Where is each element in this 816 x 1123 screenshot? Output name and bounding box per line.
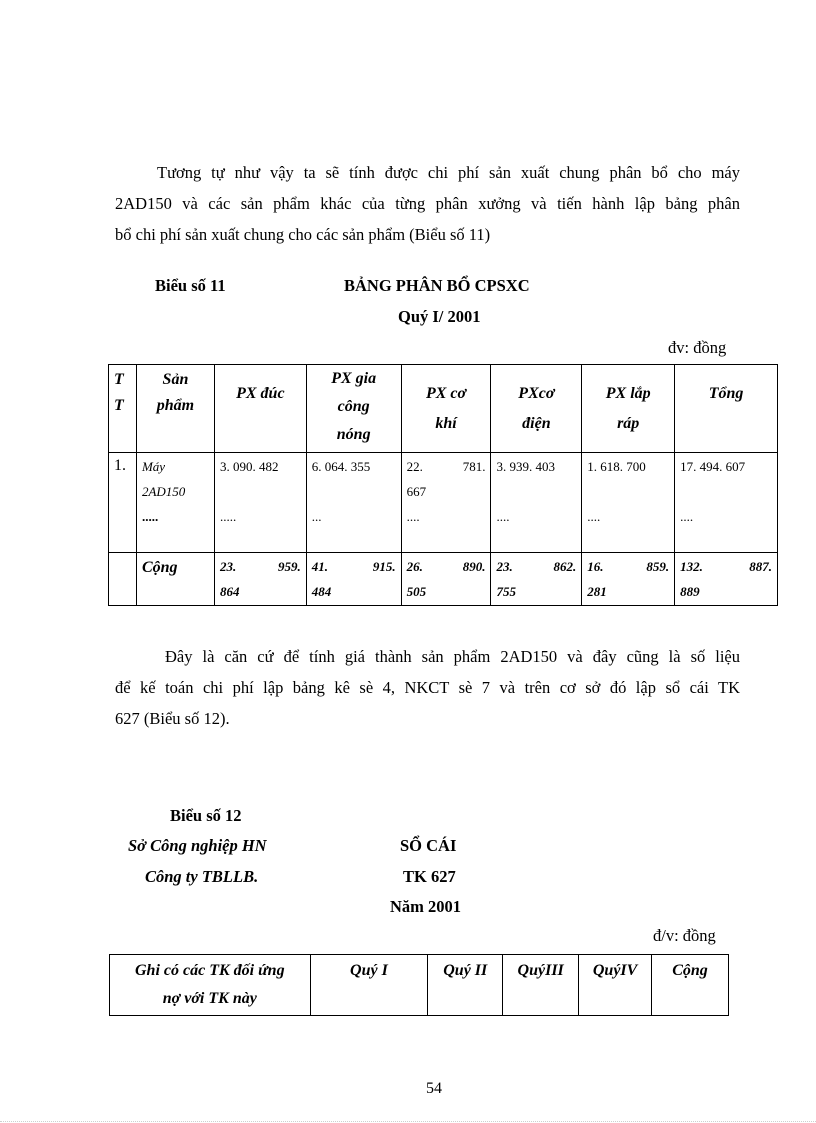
total-px-lap-rap	[582, 553, 675, 606]
row1-px-co-khi-dots: ....	[406, 509, 420, 524]
total-px-co-dien-c: 755	[496, 584, 516, 599]
total-px-co-dien-a: 23.	[496, 559, 513, 574]
row1-px-duc	[214, 453, 306, 553]
row1-px-co-khi	[401, 453, 491, 553]
ledger-col-q3-header: QuýIII	[503, 955, 579, 1016]
row1-px-duc-value: 3. 090. 482	[219, 459, 279, 474]
table-row	[109, 453, 778, 553]
row1-px-gia-cong	[306, 453, 401, 553]
middle-paragraph	[115, 641, 740, 734]
ledger-header-row	[110, 955, 729, 1016]
total-px-gia-cong-b: 915.	[372, 559, 396, 574]
total-px-co-khi-a: 26.	[406, 559, 423, 574]
total-px-co-khi	[401, 553, 491, 606]
ledger-col-accounts-header	[110, 955, 311, 1016]
ledger-unit: đ/v: đồng	[653, 926, 716, 945]
ledger-title: SỔ CÁI	[400, 836, 457, 855]
row1-tong	[675, 453, 778, 553]
total-px-co-dien	[491, 553, 582, 606]
col-tt-header: T T	[109, 365, 137, 453]
middle-line-1: Đây là căn cứ để tính giá thành sản phẩm 2AD150 và đây cũng là số liệu	[165, 647, 740, 666]
page-number: 54	[426, 1080, 442, 1097]
total-tong-b: 887.	[749, 559, 772, 574]
col-px-co-khi-header: PX cơ khí	[401, 365, 491, 453]
total-px-co-khi-b: 890.	[462, 559, 486, 574]
row1-px-co-dien-value: 3. 939. 403	[496, 459, 555, 474]
intro-line-2: 2AD150 và các sản phẩm khác của từng phân xưởng và tiến hành lập bảng phân	[115, 194, 740, 213]
ledger-col-accounts-line1: Ghi có các TK đối ứng	[134, 962, 285, 979]
row1-product	[136, 453, 214, 553]
total-label: Cộng	[136, 553, 214, 606]
total-px-co-dien-b: 862.	[553, 559, 577, 574]
col-px-gia-cong-header: PX gia công nóng	[306, 365, 401, 453]
total-tt	[109, 553, 137, 606]
row1-tong-value: 17. 494. 607	[680, 459, 746, 474]
ledger-year: Năm 2001	[390, 897, 462, 916]
total-tong-a: 132.	[680, 559, 703, 574]
ledger-org-1: Sở Công nghiệp HN	[128, 836, 267, 855]
total-tong	[675, 553, 778, 606]
row1-px-co-dien-dots: ....	[496, 509, 510, 524]
total-px-lap-rap-c: 281	[587, 584, 607, 599]
row1-px-gia-cong-dots: ...	[311, 509, 322, 524]
ledger-label: Biểu số 12	[170, 806, 242, 825]
row1-product-name: Máy 2AD150	[141, 459, 186, 499]
ledger-col-accounts-line2: nợ với TK này	[162, 990, 257, 1007]
row1-px-lap-rap-value: 1. 618. 700	[587, 459, 646, 474]
table11-unit: đv: đồng	[668, 338, 727, 357]
allocation-table	[108, 364, 778, 606]
ledger-org-2: Công ty TBLLB.	[145, 867, 259, 886]
row1-tt: 1.	[109, 453, 137, 553]
ledger-col-q4-header: QuýIV	[579, 955, 652, 1016]
row1-px-lap-rap-dots: ....	[587, 509, 601, 524]
total-px-lap-rap-a: 16.	[587, 559, 604, 574]
row1-px-gia-cong-value: 6. 064. 355	[311, 459, 371, 474]
total-px-duc-a: 23.	[219, 559, 237, 574]
table11-label: Biểu số 11	[155, 276, 226, 295]
ledger-col-total-header: Cộng	[652, 955, 729, 1016]
col-px-lap-rap-header: PX lắp ráp	[582, 365, 675, 453]
row1-px-duc-dots: .....	[219, 509, 237, 524]
total-px-duc-b: 959.	[278, 559, 301, 574]
col-product-header: Sản phẩm	[136, 365, 214, 453]
total-px-duc	[214, 553, 306, 606]
total-px-gia-cong-a: 41.	[311, 559, 328, 574]
intro-paragraph	[115, 157, 740, 250]
col-px-co-dien-header: PXcơ điện	[491, 365, 582, 453]
footer-divider	[0, 1121, 816, 1122]
total-px-duc-c: 864	[219, 584, 240, 599]
total-px-gia-cong	[306, 553, 401, 606]
table11-title: BẢNG PHÂN BỔ CPSXC	[344, 276, 530, 295]
ledger-table	[109, 954, 729, 1016]
middle-line-3: 627 (Biểu số 12).	[115, 709, 230, 728]
row1-product-dots: .....	[141, 509, 159, 524]
middle-line-2: để kế toán chi phí lập bảng kê sè 4, NKCT sè 7 và trên cơ sở đó lập sổ cái TK	[115, 678, 740, 697]
total-px-gia-cong-c: 484	[311, 584, 332, 599]
row1-px-co-khi-part-a: 22.	[406, 459, 423, 474]
total-tong-c: 889	[680, 584, 700, 599]
intro-line-1: Tương tự như vậy ta sẽ tính được chi phí sản xuất chung phân bổ cho máy	[157, 163, 740, 182]
ledger-col-q1-header: Quý I	[310, 955, 428, 1016]
row1-tong-dots: ....	[680, 509, 694, 524]
intro-line-3: bổ chi phí sản xuất chung cho các sản phẩm (Biểu số 11)	[115, 225, 491, 244]
row1-px-co-khi-line1	[407, 454, 486, 479]
table11-total-row	[109, 553, 778, 606]
row1-px-lap-rap	[582, 453, 675, 553]
ledger-col-q2-header: Quý II	[428, 955, 503, 1016]
row1-px-co-khi-part-b: 781.	[462, 459, 486, 474]
row1-px-co-dien	[491, 453, 582, 553]
total-px-co-khi-c: 505	[406, 584, 427, 599]
ledger-account: TK 627	[403, 867, 456, 886]
col-px-duc-header: PX đúc	[214, 365, 306, 453]
total-px-lap-rap-b: 859.	[646, 559, 670, 574]
table11-header-row	[109, 365, 778, 453]
row1-px-co-khi-part-c: 667	[406, 484, 427, 499]
table11-period: Quý I/ 2001	[398, 307, 481, 326]
col-tong-header: Tổng	[675, 365, 778, 453]
